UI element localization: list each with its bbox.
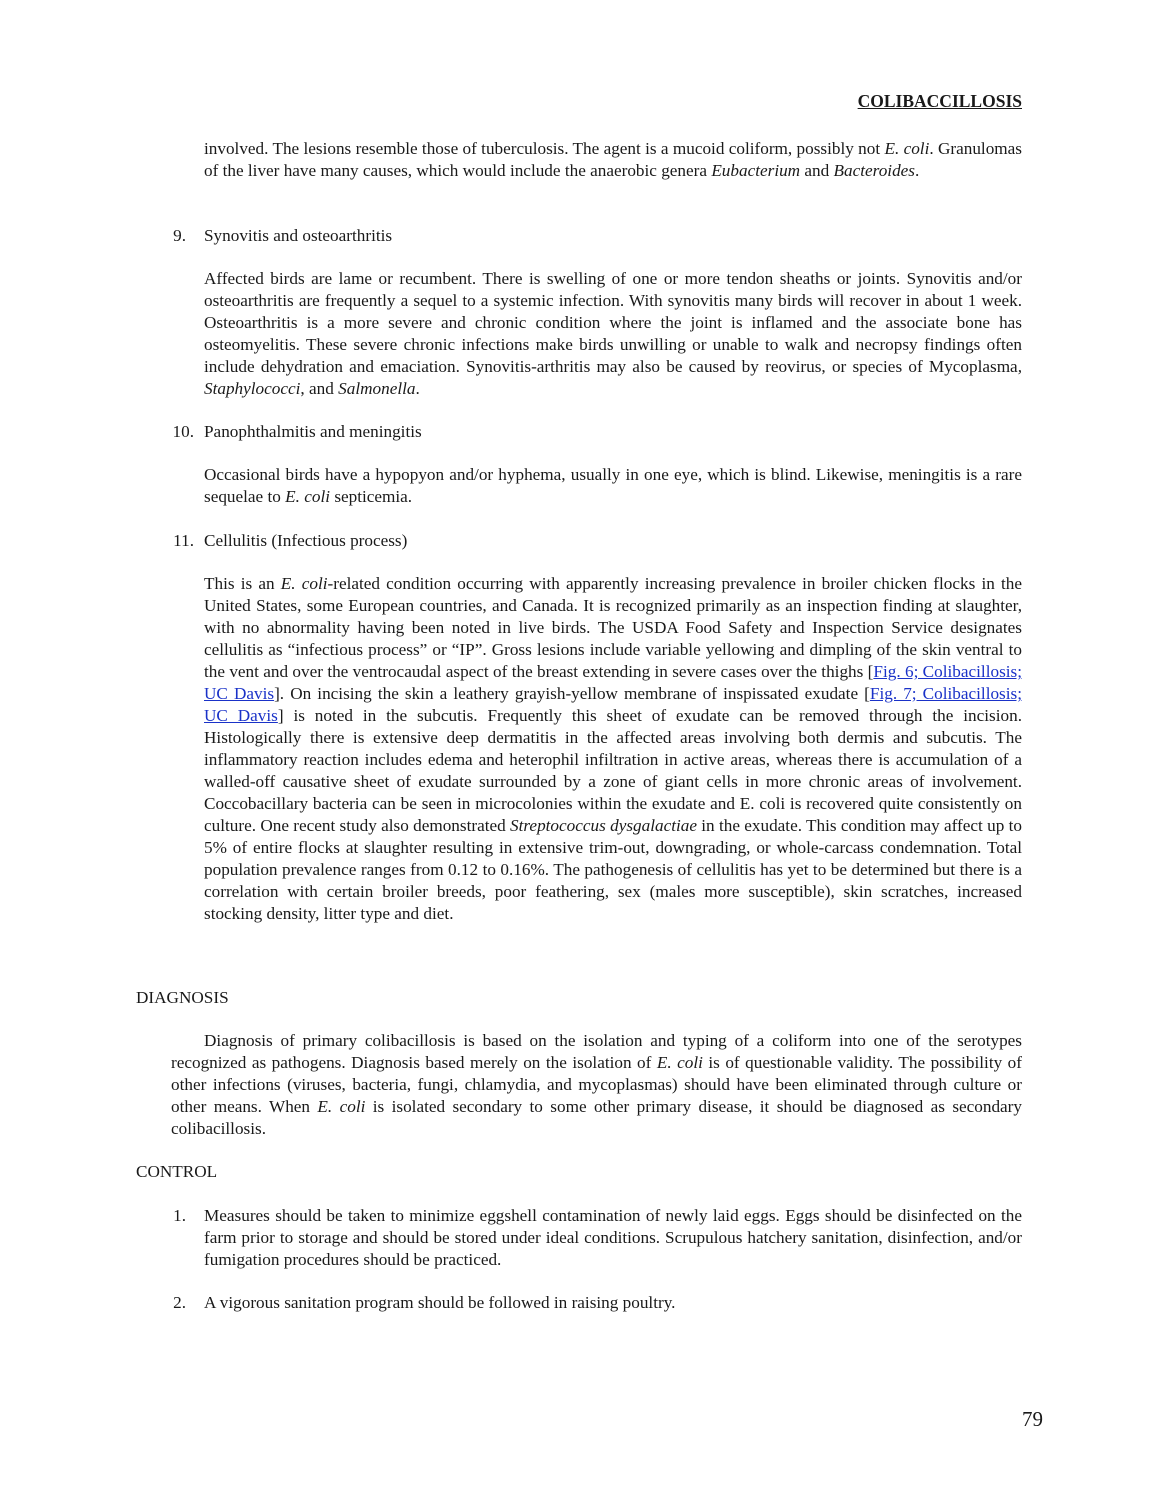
- text-run: This is an: [204, 574, 281, 593]
- control-heading: CONTROL: [136, 1162, 218, 1181]
- text-run: septicemia.: [330, 487, 413, 506]
- italic-term: Salmonella: [338, 379, 416, 398]
- item-9-paragraph: [204, 268, 1022, 400]
- text-run: and: [800, 161, 834, 180]
- text-run: Diagnosis of primary colibacillosis is based on the isolation and typing of a coliform into one of the serotypes recognized as pathogens. Diagnosis based merely on the isolation of: [171, 1031, 1022, 1072]
- italic-term: E. coli: [884, 139, 930, 158]
- text-run: ] is noted in the subcutis. Frequently this sheet of exudate can be removed through the incision. Histologically there is extensive deep dermatitis in the affected areas involving both dermis and subcutis. The inflammatory reaction includes edema and heterophil infiltration in active areas, whereas there is accumulation of a walled-off causative sheet of exudate surrounded by a zone of giant cells in more chronic areas of involvement. Coccobacillary bacteria can be seen in microcolonies within the exudate and E. coli is recovered quite consistently on culture. One recent study also demonstrated: [204, 706, 1022, 835]
- text-run: is of questionable validity. The possibility of other infections (viruses, bacteria, fungi, chlamydia, and mycoplasmas) should have been eliminated through culture or other means. When: [171, 1053, 1022, 1116]
- item-10-number: 10.: [172, 422, 194, 441]
- text-run: Affected birds are lame or recumbent. There is swelling of one or more tendon sheaths or joints. Synovitis and/or osteoarthritis are frequently a sequel to a systemic infection. With synovitis many birds will recover in about 1 week. Osteoarthritis is a more severe and chronic condition where the joint is inflamed and the associate bone has osteomyelitis. These severe chronic infections make birds unwilling or unable to walk and necropsy findings often include dehydration and emaciation. Synovitis-arthritis may also be caused by reovirus, or species of Mycoplasma: [204, 269, 1022, 376]
- item-11-number: 11.: [173, 531, 194, 550]
- item-10-title: Panophthalmitis and meningitis: [204, 422, 422, 441]
- text-run: is isolated secondary to some other primary disease, it should be diagnosed as secondary colibacillosis.: [171, 1097, 1022, 1138]
- italic-term: E. coli: [317, 1097, 366, 1116]
- item-9-number: 9.: [173, 226, 186, 245]
- text-run: . Granulomas of the liver have many causes, which would include the anaerobic genera: [204, 139, 1022, 180]
- text-run: ]. On incising the skin a leathery grayish-yellow membrane of inspissated exudate [: [274, 684, 870, 703]
- control-item-2-text: A vigorous sanitation program should be followed in raising poultry.: [204, 1293, 676, 1312]
- text-run: .: [915, 161, 920, 180]
- italic-term: E. coli: [656, 1053, 703, 1072]
- text-run: .: [415, 379, 420, 398]
- item-11-title: Cellulitis (Infectious process): [204, 531, 408, 550]
- control-item-1-number: 1.: [173, 1206, 186, 1225]
- item-9-title: Synovitis and osteoarthritis: [204, 226, 393, 245]
- diagnosis-paragraph: [171, 1030, 1022, 1140]
- page-number: 79: [1022, 1407, 1043, 1431]
- item-10-paragraph: [204, 464, 1022, 508]
- italic-term: E. coli: [280, 574, 328, 593]
- text-run: -related condition occurring with apparently increasing prevalence in broiler chicken flocks in the United States, some European countries, and Canada. It is recognized primarily as an inspection finding at slaughter, with no abnormality having been noted in live birds. The USDA Food Safety and Inspection Service designates cellulitis as “infectious process” or “IP”. Gross lesions include variable yellowing and dimpling of the skin ventral to the vent and over the ventrocaudal aspect of the breast extending in severe cases over the thighs [: [204, 574, 1022, 681]
- italic-term: Streptococcus dysgalactiae: [510, 816, 697, 835]
- text-run: , and: [300, 379, 339, 398]
- text-run: involved. The lesions resemble those of tuberculosis. The agent is a mucoid coliform, possibly not: [204, 139, 885, 158]
- running-header: COLIBACCILLOSIS: [857, 91, 1022, 111]
- figure-7-link[interactable]: Fig. 7; Colibacillosis; UC Davis: [204, 684, 1022, 725]
- italic-term: E. coli: [285, 487, 331, 506]
- italic-term: Bacteroides: [833, 161, 915, 180]
- italic-term: Eubacterium: [711, 161, 801, 180]
- control-item-2-number: 2.: [173, 1293, 186, 1312]
- item-11-paragraph: [204, 573, 1022, 925]
- italic-term: , Staphylococci: [204, 357, 1022, 398]
- figure-6-link[interactable]: Fig. 6; Colibacillosis; UC Davis: [204, 662, 1022, 703]
- control-item-1-text: Measures should be taken to minimize eggshell contamination of newly laid eggs. Eggs should be disinfected on the farm prior to storage and should be stored under ideal conditions. Scrupulous hatchery sanitation, disinfection, and/or fumigation procedures should be practiced.: [204, 1206, 1022, 1269]
- text-run: in the exudate. This condition may affect up to 5% of entire flocks at slaughter resulting in extensive trim-out, downgrading, or whole-carcass condemnation. Total population prevalence ranges from 0.12 to 0.16%. The pathogenesis of cellulitis has yet to be determined but there is a correlation with certain broiler breeds, poor feathering, sex (males more susceptible), skin scratches, increased stocking density, litter type and diet.: [204, 816, 1022, 923]
- diagnosis-heading: DIAGNOSIS: [136, 988, 229, 1007]
- text-run: Occasional birds have a hypopyon and/or hyphema, usually in one eye, which is blind. Likewise, meningitis is a rare sequelae to: [204, 465, 1022, 506]
- continuation-paragraph: [204, 138, 1022, 182]
